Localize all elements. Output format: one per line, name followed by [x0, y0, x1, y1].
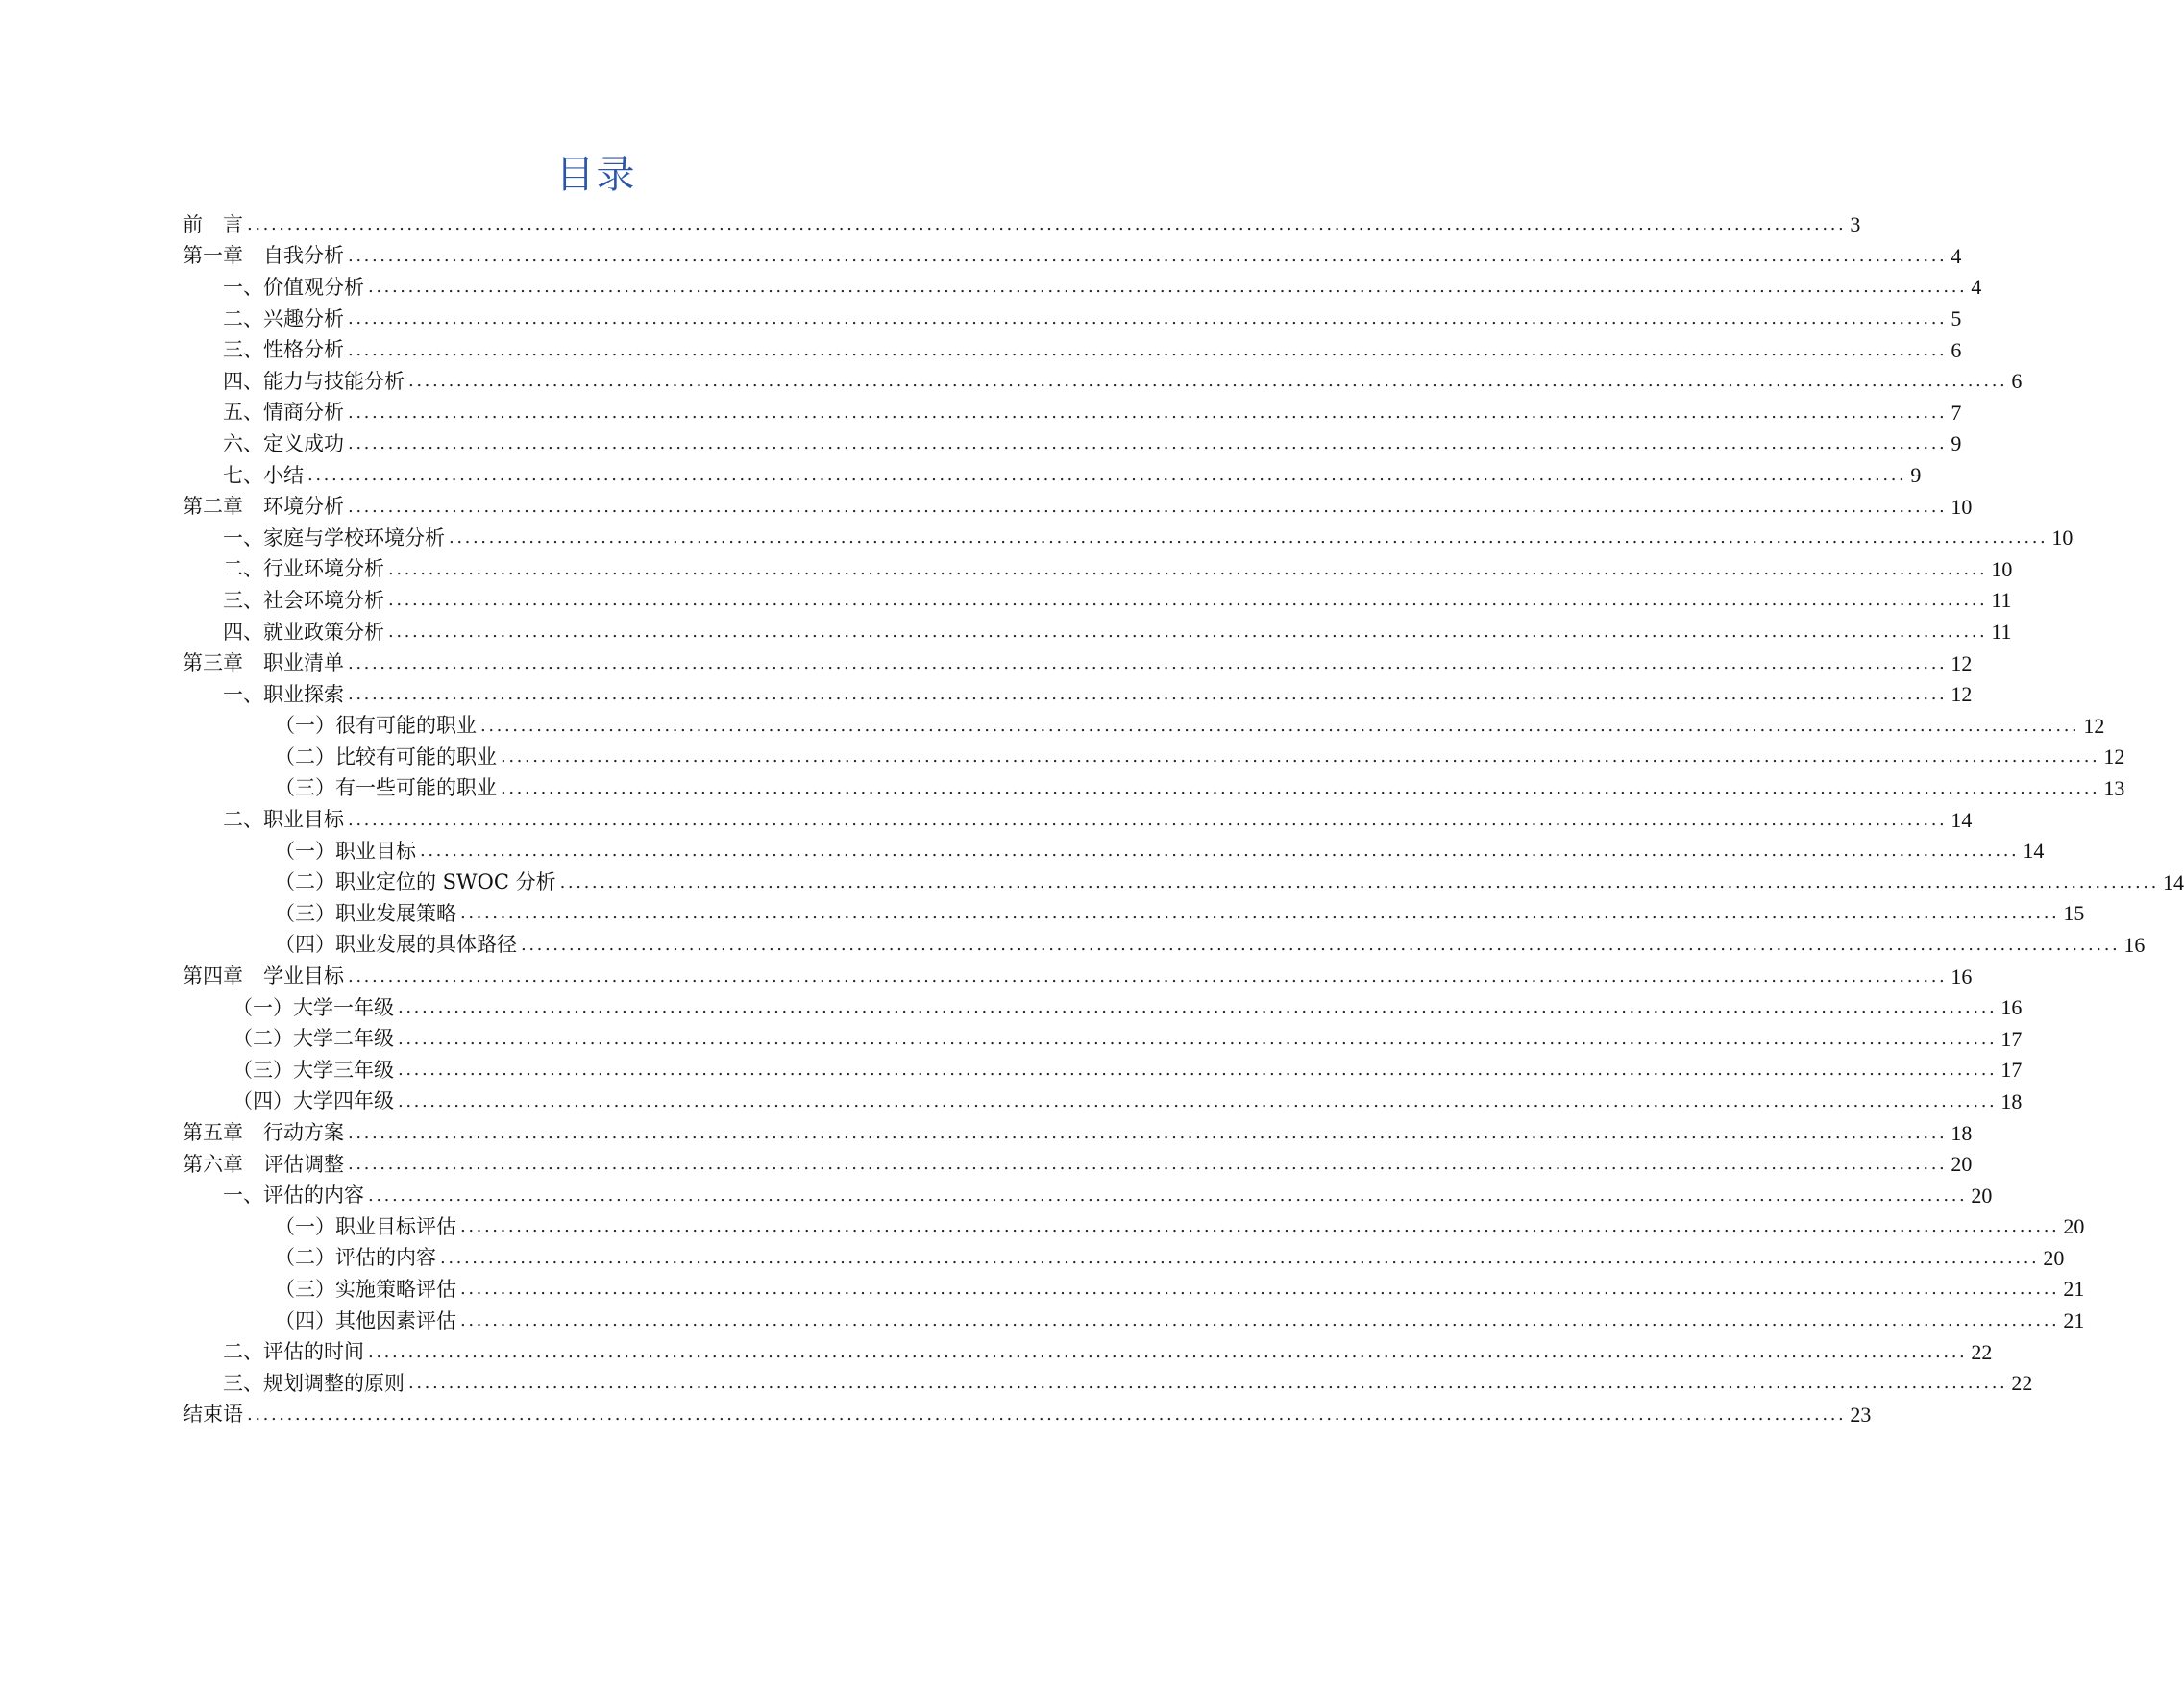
toc-dot-leader: ........................................................................................................................................................................................................: [408, 371, 2008, 392]
toc-entry-label: 第一章 自我分析: [183, 244, 344, 268]
toc-entry-label: （三）实施策略评估: [275, 1277, 456, 1301]
toc-dot-leader: ........................................................................................................................................................................................................: [348, 652, 1948, 673]
toc-dot-leader: ........................................................................................................................................................................................................: [307, 465, 1907, 486]
toc-entry-label: （三）有一些可能的职业: [275, 776, 497, 800]
toc-dot-leader: ........................................................................................................................................................................................................: [368, 1341, 1968, 1362]
toc-entry-page-number: 17: [2000, 1026, 2023, 1051]
toc-entry[interactable]: [183, 334, 1962, 366]
toc-entry-page-number: 14: [2023, 839, 2045, 864]
toc-entry-label: 第六章 评估调整: [183, 1152, 344, 1176]
toc-entry-label: 第五章 行动方案: [183, 1121, 344, 1145]
toc-entry-label: （四）其他因素评估: [275, 1308, 456, 1332]
toc-entry-label: （二）评估的内容: [275, 1246, 436, 1270]
toc-entry-page-number: 6: [2011, 369, 2023, 394]
toc-dot-leader: ........................................................................................................................................................................................................: [398, 1060, 1998, 1081]
toc-entry-page-number: 23: [1850, 1402, 1872, 1427]
toc-entry-label: 二、兴趣分析: [223, 306, 344, 330]
toc-entry-page-number: 6: [1951, 337, 1962, 362]
toc-dot-leader: ........................................................................................................................................................................................................: [247, 1404, 1847, 1425]
toc-entry-page-number: 15: [2063, 901, 2085, 926]
toc-entry-label: （二）职业定位的 SWOC 分析: [275, 870, 556, 894]
toc-entry-page-number: 16: [2000, 995, 2023, 1020]
toc-entry[interactable]: [183, 272, 1982, 304]
toc-title: 目录: [555, 153, 637, 197]
toc-entry-label: 第三章 职业清单: [183, 651, 344, 675]
toc-entry-page-number: 7: [1951, 400, 1962, 425]
toc-entry-label: （四）大学四年级: [233, 1089, 394, 1113]
toc-dot-leader: ........................................................................................................................................................................................................: [348, 245, 1948, 266]
toc-entry[interactable]: [183, 1243, 2065, 1275]
toc-entry-page-number: 18: [1951, 1120, 1973, 1145]
toc-entry[interactable]: [183, 961, 1973, 992]
toc-dot-leader: ........................................................................................................................................................................................................: [559, 871, 2159, 892]
toc-dot-leader: ........................................................................................................................................................................................................: [501, 777, 2100, 798]
toc-entry-label: （三）大学三年级: [233, 1058, 394, 1082]
toc-entry[interactable]: [183, 1368, 2033, 1400]
toc-entry-page-number: 12: [1951, 682, 1973, 707]
toc-dot-leader: ........................................................................................................................................................................................................: [247, 214, 1847, 235]
toc-entry-label: 三、社会环境分析: [223, 588, 384, 612]
toc-entry-page-number: 4: [1971, 275, 1982, 300]
toc-entry[interactable]: [183, 711, 2105, 743]
toc-entry-page-number: 14: [2162, 869, 2184, 894]
toc-dot-leader: ........................................................................................................................................................................................................: [348, 402, 1948, 423]
toc-entry[interactable]: [183, 1023, 2023, 1055]
toc-entry-label: 三、性格分析: [223, 338, 344, 362]
toc-entry[interactable]: [183, 241, 1962, 273]
toc-entry-page-number: 3: [1850, 212, 1861, 237]
toc-entry-label: 二、评估的时间: [223, 1340, 364, 1364]
toc-entry[interactable]: [183, 1055, 2023, 1087]
toc-entry[interactable]: [183, 679, 1973, 711]
toc-dot-leader: ........................................................................................................................................................................................................: [388, 590, 1988, 611]
toc-entry-label: （一）职业目标评估: [275, 1214, 456, 1238]
toc-entry-page-number: 5: [1951, 306, 1962, 331]
toc-dot-leader: ........................................................................................................................................................................................................: [368, 1184, 1968, 1206]
toc-entry-page-number: 11: [1991, 620, 2012, 645]
toc-dot-leader: ........................................................................................................................................................................................................: [449, 527, 2049, 549]
toc-entry-page-number: 10: [1991, 556, 2013, 581]
toc-entry[interactable]: [183, 1306, 2085, 1337]
toc-dot-leader: ........................................................................................................................................................................................................: [408, 1373, 2008, 1394]
toc-dot-leader: ........................................................................................................................................................................................................: [480, 715, 2080, 736]
toc-entry-label: （一）很有可能的职业: [275, 714, 477, 738]
toc-dot-leader: ........................................................................................................................................................................................................: [521, 934, 2121, 955]
toc-dot-leader: ........................................................................................................................................................................................................: [460, 1216, 2060, 1237]
toc-dot-leader: ........................................................................................................................................................................................................: [460, 1279, 2060, 1300]
toc-entry-label: （一）大学一年级: [233, 995, 394, 1019]
toc-entry-label: 前 言: [183, 212, 243, 236]
toc-dot-leader: ........................................................................................................................................................................................................: [460, 903, 2060, 924]
toc-entry-page-number: 12: [1951, 650, 1973, 675]
toc-entry-label: （一）职业目标: [275, 839, 416, 863]
toc-entry-label: （三）职业发展策略: [275, 901, 456, 925]
toc-entry-label: 二、职业目标: [223, 808, 344, 832]
toc-entry-page-number: 22: [1971, 1339, 1993, 1364]
toc-entry-page-number: 12: [2103, 745, 2125, 769]
toc-entry-label: 六、定义成功: [223, 431, 344, 455]
toc-entry[interactable]: [183, 836, 2045, 867]
toc-entry[interactable]: [183, 1274, 2085, 1306]
toc-entry-page-number: 9: [1951, 431, 1962, 456]
toc-entry[interactable]: [183, 209, 1861, 241]
toc-dot-leader: ........................................................................................................................................................................................................: [348, 308, 1948, 330]
toc-entry-page-number: 16: [2123, 932, 2146, 957]
toc-entry[interactable]: [183, 491, 1973, 523]
toc-entry-page-number: 20: [2043, 1245, 2065, 1270]
toc-dot-leader: ........................................................................................................................................................................................................: [348, 433, 1948, 454]
toc-entry-page-number: 20: [1971, 1183, 1993, 1208]
toc-entry-label: （二）比较有可能的职业: [275, 745, 497, 769]
toc-entry[interactable]: [183, 1336, 1993, 1368]
toc-entry-label: 一、价值观分析: [223, 275, 364, 299]
toc-dot-leader: ........................................................................................................................................................................................................: [420, 841, 2020, 862]
toc-dot-leader: ........................................................................................................................................................................................................: [501, 746, 2100, 768]
toc-entry[interactable]: [183, 428, 1962, 460]
toc-entry[interactable]: [183, 554, 2013, 586]
toc-dot-leader: ........................................................................................................................................................................................................: [348, 496, 1948, 517]
toc-entry-page-number: 11: [1991, 588, 2012, 613]
toc-entry[interactable]: [183, 366, 2023, 398]
toc-entry-label: （四）职业发展的具体路径: [275, 933, 517, 957]
toc-entry-label: 一、家庭与学校环境分析: [223, 525, 445, 549]
toc-entry-page-number: 14: [1951, 807, 1973, 832]
toc-dot-leader: ........................................................................................................................................................................................................: [348, 1122, 1948, 1143]
toc-entry[interactable]: [183, 398, 1962, 429]
toc-entry-page-number: 20: [1951, 1152, 1973, 1177]
toc-entry-page-number: 16: [1951, 964, 1973, 989]
toc-dot-leader: ........................................................................................................................................................................................................: [440, 1247, 2040, 1268]
toc-entry[interactable]: [183, 992, 2023, 1024]
toc-entry-label: 二、行业环境分析: [223, 557, 384, 581]
toc-list: [183, 209, 2184, 1430]
toc-entry-page-number: 10: [1951, 494, 1973, 519]
toc-entry[interactable]: [183, 585, 2012, 617]
toc-entry-page-number: 12: [2083, 713, 2105, 738]
toc-entry-label: 五、情商分析: [223, 401, 344, 425]
toc-entry[interactable]: [183, 1400, 1872, 1431]
toc-entry-page-number: 13: [2103, 775, 2125, 800]
toc-entry[interactable]: [183, 304, 1962, 335]
toc-entry[interactable]: [183, 742, 2125, 773]
toc-entry[interactable]: [183, 460, 1922, 492]
toc-entry[interactable]: [183, 1180, 1993, 1211]
toc-entry[interactable]: [183, 1087, 2023, 1118]
toc-dot-leader: ........................................................................................................................................................................................................: [348, 809, 1948, 830]
toc-entry-page-number: 17: [2000, 1058, 2023, 1083]
toc-entry-page-number: 4: [1951, 243, 1962, 268]
toc-entry[interactable]: [183, 617, 2012, 648]
toc-entry-page-number: 21: [2063, 1308, 2085, 1333]
toc-dot-leader: ........................................................................................................................................................................................................: [460, 1310, 2060, 1331]
toc-entry[interactable]: [183, 898, 2085, 930]
toc-entry-label: 四、能力与技能分析: [223, 369, 405, 393]
toc-entry[interactable]: [183, 523, 2074, 554]
toc-dot-leader: ........................................................................................................................................................................................................: [348, 339, 1948, 360]
toc-entry[interactable]: [183, 1149, 1973, 1181]
toc-entry-label: 四、就业政策分析: [223, 620, 384, 644]
toc-entry-page-number: 21: [2063, 1277, 2085, 1302]
toc-entry-page-number: 9: [1910, 463, 1922, 488]
toc-entry-label: 第二章 环境分析: [183, 495, 344, 519]
toc-entry-label: （二）大学二年级: [233, 1027, 394, 1051]
toc-entry-label: 一、评估的内容: [223, 1184, 364, 1208]
toc-entry-page-number: 22: [2011, 1371, 2033, 1396]
toc-entry-page-number: 18: [2000, 1088, 2023, 1113]
toc-entry[interactable]: [183, 867, 2184, 898]
toc-entry-label: 第四章 学业目标: [183, 965, 344, 989]
toc-entry[interactable]: [183, 773, 2125, 805]
toc-dot-leader: ........................................................................................................................................................................................................: [398, 1090, 1998, 1111]
toc-entry[interactable]: [183, 647, 1973, 679]
toc-entry-label: 结束语: [183, 1403, 243, 1427]
toc-entry-page-number: 20: [2063, 1214, 2085, 1239]
toc-dot-leader: ........................................................................................................................................................................................................: [348, 684, 1948, 705]
toc-entry-page-number: 10: [2051, 525, 2074, 550]
toc-dot-leader: ........................................................................................................................................................................................................: [388, 622, 1988, 643]
toc-entry[interactable]: [183, 1117, 1973, 1149]
toc-dot-leader: ........................................................................................................................................................................................................: [368, 277, 1968, 298]
toc-entry[interactable]: [183, 804, 1973, 836]
toc-dot-leader: ........................................................................................................................................................................................................: [398, 997, 1998, 1018]
toc-entry[interactable]: [183, 1211, 2085, 1243]
toc-entry-label: 一、职业探索: [223, 682, 344, 706]
toc-entry[interactable]: [183, 930, 2146, 962]
toc-dot-leader: ........................................................................................................................................................................................................: [398, 1028, 1998, 1049]
toc-entry-label: 七、小结: [223, 463, 304, 487]
toc-dot-leader: ........................................................................................................................................................................................................: [348, 1154, 1948, 1175]
toc-entry-label: 三、规划调整的原则: [223, 1371, 405, 1395]
toc-dot-leader: ........................................................................................................................................................................................................: [348, 965, 1948, 987]
toc-dot-leader: ........................................................................................................................................................................................................: [388, 558, 1988, 579]
